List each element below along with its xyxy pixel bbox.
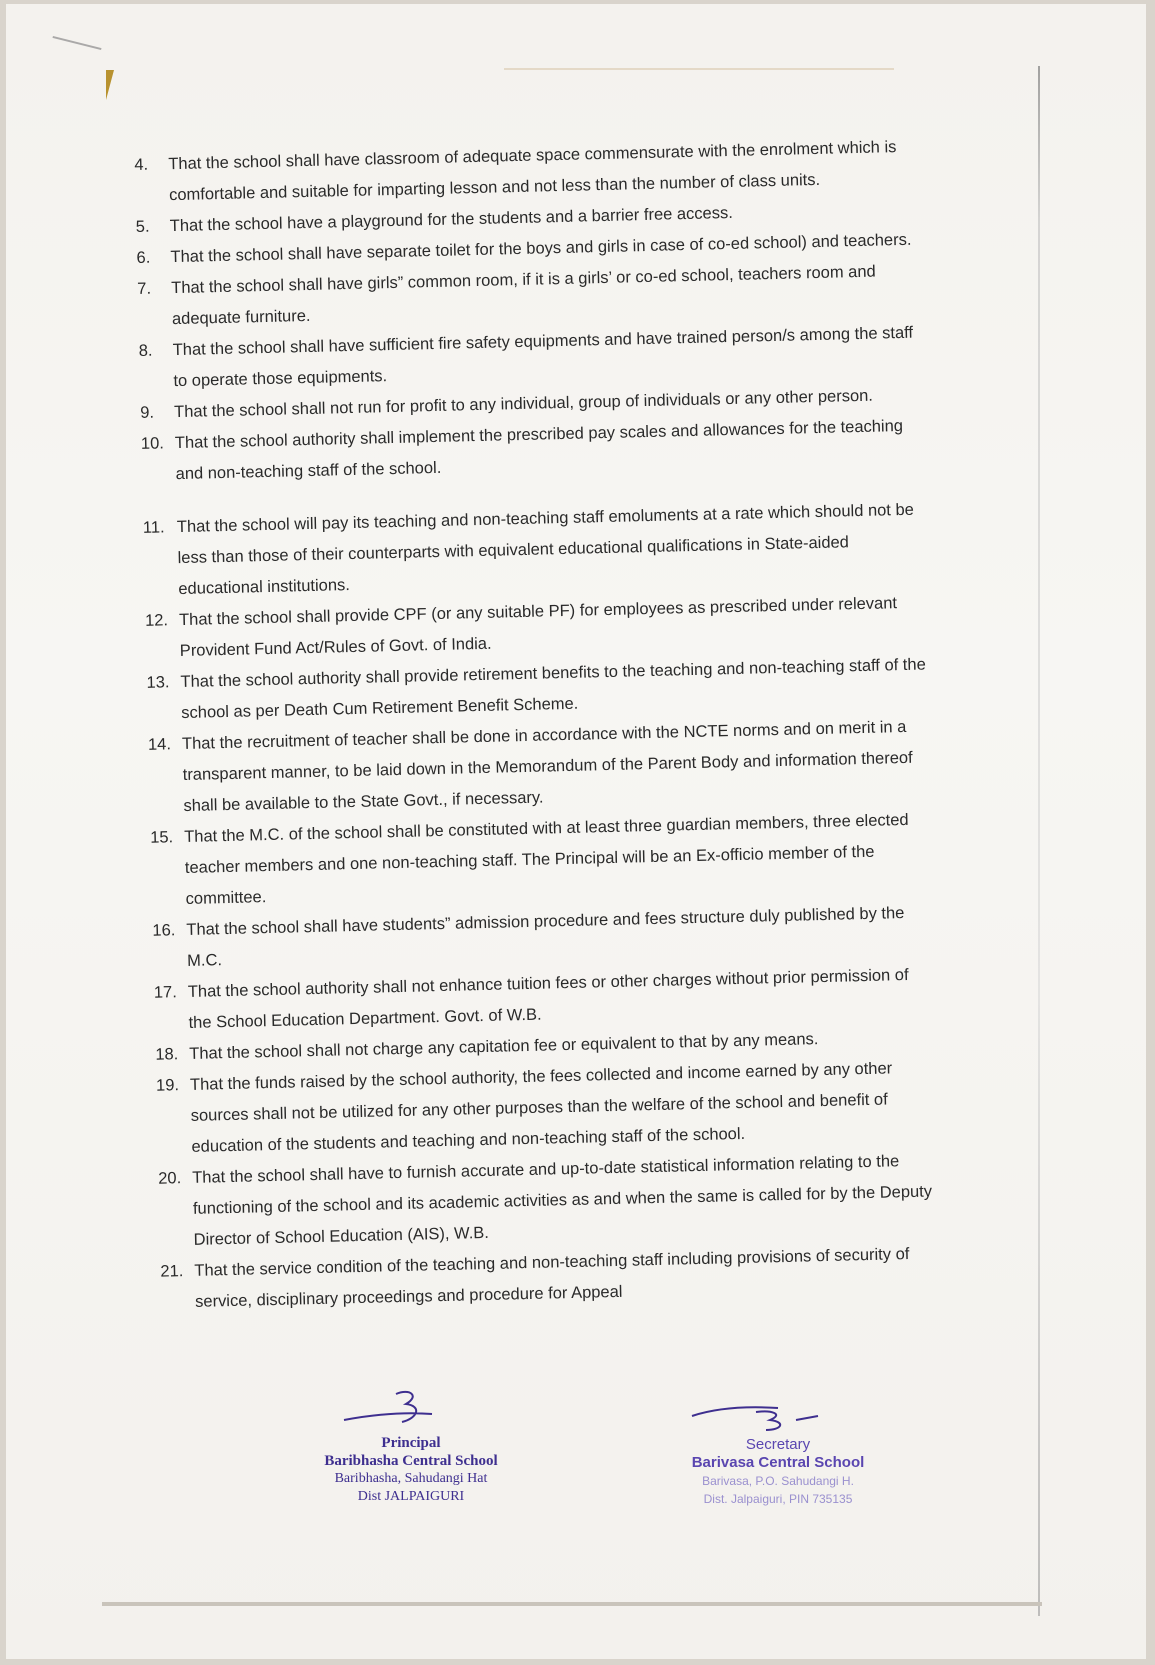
page-right-edge (1038, 66, 1040, 1616)
page-bottom-edge (102, 1602, 1042, 1606)
clause-number: 11. (142, 518, 165, 537)
clause-number: 10. (140, 434, 165, 453)
secretary-school-name: Barivasa Central School (691, 1454, 865, 1471)
clause-text: That the recruitment of teacher shall be done in accordance with the NCTE norms and on merit in a transparent manner, to be laid down in the Memorandum of the Parent Body and information thereof shall be available to the State Govt., if necessary. (181, 717, 913, 816)
clause-text: That the service condition of the teaching and non-teaching staff including provisions of security of service, disciplinary proceedings and procedure for Appeal (194, 1245, 910, 1311)
clause-text: That the school authority shall provide retirement benefits to the teaching and non-teaching staff of the school as per Death Cum Retirement Benefit Scheme. (180, 655, 926, 723)
clause-text: That the school authority shall not enhance tuition fees or other charges without prior permission of the School Education Department. Govt. of W.B. (187, 965, 909, 1032)
clause-text: That the funds raised by the school authority, the fees collected and income earned by any other sources shall not be utilized for any other purposes than the welfare of the school and benefit of education of the students and teaching and non-teaching staff of the school. (189, 1059, 893, 1156)
clause-text: That the school will pay its teaching and non-teaching staff emoluments at a rate which should not be less than those of their counterparts with equivalent educational qualifications in State-aided educational institutions. (176, 500, 915, 599)
clause-item (158, 1145, 940, 1256)
clause-text: That the school have a playground for the students and a barrier free access. (169, 203, 734, 236)
secretary-stamp (658, 1436, 898, 1508)
clause-number: 7. (137, 279, 152, 298)
clause-number: 21. (160, 1262, 184, 1281)
clause-number: 6. (136, 248, 151, 267)
clause-number: 8. (138, 341, 153, 360)
principal-title: Principal (381, 1435, 441, 1451)
clause-number: 16. (152, 921, 176, 940)
clause-number: 15. (149, 828, 174, 847)
page-top-edge (504, 68, 894, 70)
principal-address: Baribhasha, Sahudangi Hat (334, 1471, 488, 1486)
scratch-mark (53, 36, 102, 50)
clause-text: That the school shall have to furnish accurate and up-to-date statistical information relating to the functioning of the school and its academic activities as and when the same is called for by the Deputy Director of School Education (AIS), W.B. (192, 1152, 933, 1249)
clause-text: That the school shall have classroom of adequate space commensurate with the enrolment which is comfortable and suitable for imparting lesson and not less than the number of class units. (168, 138, 897, 205)
clause-number: 9. (139, 403, 155, 422)
clause-number: 19. (155, 1076, 180, 1095)
secretary-address: Barivasa, P.O. Sahudangi H. (702, 1474, 854, 1488)
clause-number: 4. (134, 155, 149, 174)
clause-number: 18. (155, 1045, 179, 1064)
principal-school-name: Baribhasha Central School (324, 1453, 498, 1469)
clause-text: That the school shall not run for profit to any individual, group of individuals or any other person. (173, 386, 874, 422)
clause-text: That the school shall have students” admission procedure and fees structure duly published by the M.C. (186, 904, 905, 970)
principal-stamp (291, 1434, 531, 1506)
clauses-section (134, 132, 941, 1319)
principal-district: Dist JALPAIGURI (357, 1489, 465, 1504)
clause-text: That the school authority shall implement the prescribed pay scales and allowances for the teaching and non-teaching staff of the school. (174, 416, 904, 484)
secretary-district: Dist. Jalpaiguri, PIN 735135 (703, 1492, 853, 1506)
secretary-title: Secretary (745, 1436, 811, 1453)
secretary-signature (686, 1398, 836, 1438)
clause-number: 13. (146, 673, 170, 692)
clause-number: 5. (135, 217, 150, 236)
clause-list (134, 132, 941, 1319)
document-page (6, 4, 1146, 1659)
clause-number: 12. (144, 611, 169, 630)
clause-number: 17. (153, 983, 178, 1002)
clause-text: That the school shall have sufficient fire safety equipments and have trained person/s among the staff to operate those equipments. (172, 323, 914, 391)
clause-number: 14. (147, 735, 172, 754)
clause-item (156, 1052, 938, 1163)
principal-signature (336, 1384, 476, 1434)
corner-fold-mark (106, 70, 114, 100)
clause-text: That the school shall not charge any capitation fee or equivalent to that by any means. (189, 1030, 819, 1063)
clause-number: 20. (158, 1169, 182, 1188)
clause-item (150, 804, 932, 915)
clause-item (143, 495, 925, 606)
clause-text: That the M.C. of the school shall be constituted with at least three guardian members, three elected teacher members and one non-teaching staff. The Principal will be an Ex-officio member of the committee. (183, 810, 909, 908)
clause-item (148, 711, 930, 822)
clause-text: That the school shall have girls” common room, if it is a girls’ or co-ed school, teachers room and adequate furniture. (171, 262, 876, 329)
clause-text: That the school shall have separate toilet for the boys and girls in case of co-ed school) and teachers. (170, 230, 912, 267)
clause-text: That the school shall provide CPF (or any suitable PF) for employees as prescribed under relevant Provident Fund Act/Rules of Govt. of India. (178, 594, 898, 661)
